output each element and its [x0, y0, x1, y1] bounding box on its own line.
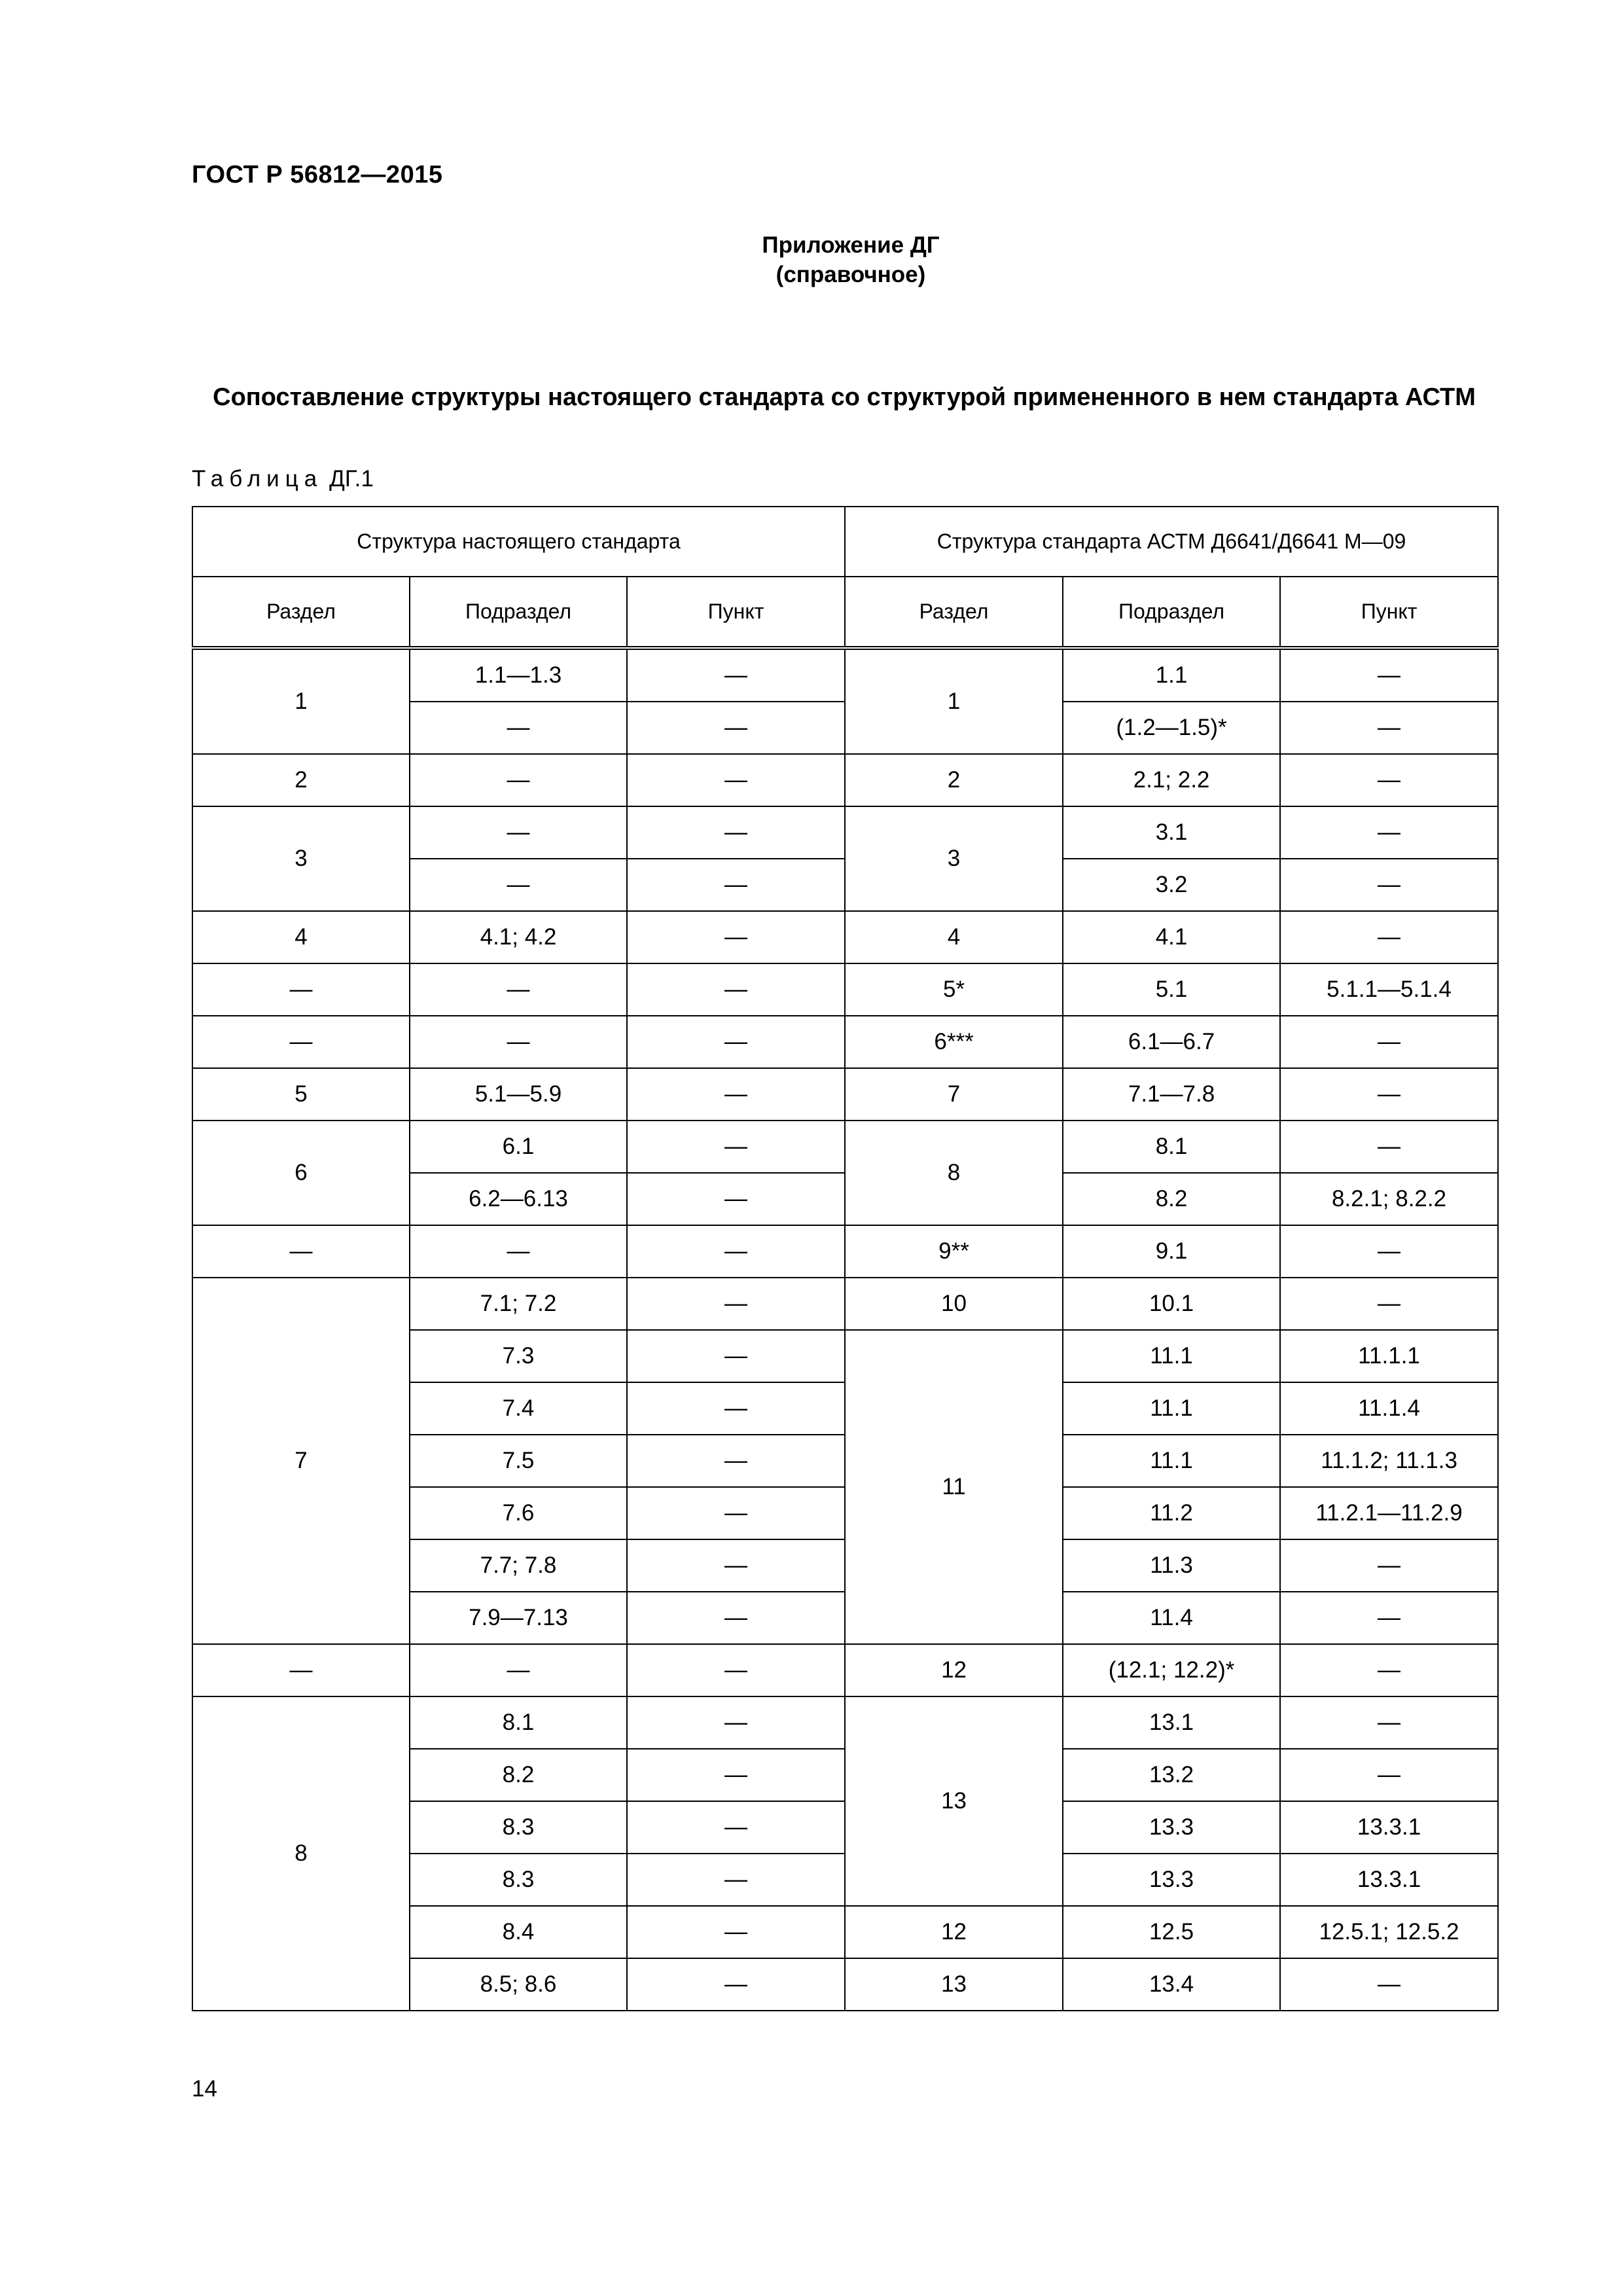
table-cell: — [627, 1487, 845, 1539]
table-cell: 5 [192, 1068, 410, 1121]
table-cell: 12.5 [1063, 1906, 1280, 1958]
table-cell: 13.3.1 [1280, 1801, 1498, 1854]
table-cell: 12.5.1; 12.5.2 [1280, 1906, 1498, 1958]
table-cell: 8.2 [410, 1749, 627, 1801]
main-title: Сопоставление структуры настоящего стандарта со структурой примененного в нем стандарта АСТМ [213, 384, 1476, 411]
table-row [192, 1278, 1498, 1330]
table-cell: 11.2.1—11.2.9 [1280, 1487, 1498, 1539]
table-cell: 7.3 [410, 1330, 627, 1382]
table-cell: — [410, 859, 627, 911]
table-row [192, 806, 1498, 859]
table-cell: 11.3 [1063, 1539, 1280, 1592]
table-cell: 8.3 [410, 1854, 627, 1906]
table-cell: 5.1.1—5.1.4 [1280, 963, 1498, 1016]
table-cell: 8.4 [410, 1906, 627, 1958]
table-cell: 8.1 [410, 1696, 627, 1749]
table-row [192, 1225, 1498, 1278]
table-cell: 8 [192, 1696, 410, 2011]
table-cell: 11.1.4 [1280, 1382, 1498, 1435]
table-cell: — [410, 1644, 627, 1696]
table-cell: 13.4 [1063, 1958, 1280, 2011]
table-cell: 13 [845, 1958, 1063, 2011]
table-cell: 7 [845, 1068, 1063, 1121]
table-cell: 11 [845, 1330, 1063, 1644]
group-header-astm: Структура стандарта АСТМ Д6641/Д6641 М—09 [845, 507, 1498, 577]
table-cell: (12.1; 12.2)* [1063, 1644, 1280, 1696]
table-cell: — [192, 963, 410, 1016]
column-header-row [192, 577, 1498, 648]
table-cell: 7 [192, 1278, 410, 1644]
table-cell: — [1280, 1068, 1498, 1121]
table-cell: 9** [845, 1225, 1063, 1278]
table-cell: 12 [845, 1644, 1063, 1696]
column-header: Раздел [192, 577, 410, 648]
table-cell: — [1280, 754, 1498, 806]
table-cell: 8.2.1; 8.2.2 [1280, 1173, 1498, 1225]
table-cell: 7.6 [410, 1487, 627, 1539]
table-cell: — [627, 1801, 845, 1854]
table-cell: 7.5 [410, 1435, 627, 1487]
table-cell: 4.1; 4.2 [410, 911, 627, 963]
table-cell: — [1280, 1121, 1498, 1173]
table-cell: 6 [192, 1121, 410, 1225]
table-cell: — [410, 1225, 627, 1278]
table-cell: 8.1 [1063, 1121, 1280, 1173]
group-header-current: Структура настоящего стандарта [192, 507, 845, 577]
table-cell: — [627, 1696, 845, 1749]
table-cell: 7.7; 7.8 [410, 1539, 627, 1592]
table-cell: — [627, 1539, 845, 1592]
appendix-subtitle: (справочное) [776, 262, 926, 287]
table-cell: — [1280, 1749, 1498, 1801]
table-cell: — [627, 1435, 845, 1487]
table-cell: — [410, 1016, 627, 1068]
table-cell: 11.1.2; 11.1.3 [1280, 1435, 1498, 1487]
table-cell: — [1280, 1016, 1498, 1068]
table-cell: — [627, 1644, 845, 1696]
table-cell: 1.1 [1063, 648, 1280, 702]
table-cell: — [627, 1592, 845, 1644]
table-cell: 4.1 [1063, 911, 1280, 963]
table-cell: 5* [845, 963, 1063, 1016]
table-cell: — [192, 1644, 410, 1696]
table-cell: 11.2 [1063, 1487, 1280, 1539]
page-number: 14 [192, 2076, 217, 2102]
table-label-number: ДГ.1 [329, 466, 374, 492]
table-cell: 12 [845, 1906, 1063, 1958]
group-header-row [192, 507, 1498, 577]
table-cell: 11.1.1 [1280, 1330, 1498, 1382]
table-cell: — [192, 1225, 410, 1278]
table-cell: 6.1 [410, 1121, 627, 1173]
table-cell: — [1280, 911, 1498, 963]
table-cell: 7.1—7.8 [1063, 1068, 1280, 1121]
table-cell: 9.1 [1063, 1225, 1280, 1278]
table-cell: 13.1 [1063, 1696, 1280, 1749]
table-cell: 13.3.1 [1280, 1854, 1498, 1906]
document-code: ГОСТ Р 56812—2015 [192, 161, 443, 188]
table-row [192, 1121, 1498, 1173]
table-cell: 7.9—7.13 [410, 1592, 627, 1644]
table-cell: — [627, 1016, 845, 1068]
table-row [192, 754, 1498, 806]
table-cell: — [1280, 1539, 1498, 1592]
table-cell: 6.1—6.7 [1063, 1016, 1280, 1068]
table-cell: 1 [845, 648, 1063, 754]
table-row [192, 963, 1498, 1016]
table-cell: — [1280, 1592, 1498, 1644]
table-row [192, 1696, 1498, 1749]
table-cell: 6.2—6.13 [410, 1173, 627, 1225]
table-cell: — [627, 1958, 845, 2011]
table-cell: 11.4 [1063, 1592, 1280, 1644]
table-cell: 8.3 [410, 1801, 627, 1854]
table-cell: 2 [192, 754, 410, 806]
table-cell: — [627, 911, 845, 963]
table-cell: 13.3 [1063, 1801, 1280, 1854]
table-label-prefix: Таблица [192, 466, 323, 492]
table-cell: — [1280, 702, 1498, 754]
table-cell: 10 [845, 1278, 1063, 1330]
table-cell: 2.1; 2.2 [1063, 754, 1280, 806]
table-cell: 8.2 [1063, 1173, 1280, 1225]
table-row [192, 1068, 1498, 1121]
column-header: Пункт [1280, 577, 1498, 648]
table-row [192, 1644, 1498, 1696]
table-cell: — [410, 963, 627, 1016]
table-cell: — [627, 1225, 845, 1278]
table-cell: 8 [845, 1121, 1063, 1225]
table-cell: — [627, 859, 845, 911]
appendix-title: Приложение ДГ [762, 232, 940, 258]
table-cell: 13.2 [1063, 1749, 1280, 1801]
table-cell: — [1280, 648, 1498, 702]
table-cell: 11.1 [1063, 1435, 1280, 1487]
table-cell: — [192, 1016, 410, 1068]
table-cell: — [1280, 859, 1498, 911]
table-cell: 4 [845, 911, 1063, 963]
table-cell: 1.1—1.3 [410, 648, 627, 702]
table-cell: — [627, 1173, 845, 1225]
table-cell: — [627, 1068, 845, 1121]
table-cell: 2 [845, 754, 1063, 806]
table-cell: 7.4 [410, 1382, 627, 1435]
table-row [192, 648, 1498, 702]
table-cell: 13.3 [1063, 1854, 1280, 1906]
table-label [192, 466, 374, 492]
table-cell: 4 [192, 911, 410, 963]
table-cell: 5.1—5.9 [410, 1068, 627, 1121]
table-cell: — [627, 1121, 845, 1173]
column-header: Раздел [845, 577, 1063, 648]
column-header: Пункт [627, 577, 845, 648]
table-cell: 11.1 [1063, 1330, 1280, 1382]
table-cell: — [627, 1906, 845, 1958]
table-cell: — [627, 754, 845, 806]
table-cell: 3.1 [1063, 806, 1280, 859]
table-cell: — [410, 754, 627, 806]
table-cell: — [1280, 1644, 1498, 1696]
comparison-table [192, 506, 1499, 2011]
table-cell: — [627, 963, 845, 1016]
table-cell: 3 [845, 806, 1063, 911]
table-cell: — [627, 806, 845, 859]
table-cell: — [627, 1854, 845, 1906]
table-cell: — [1280, 1696, 1498, 1749]
table-cell: 6*** [845, 1016, 1063, 1068]
table-cell: — [410, 702, 627, 754]
table-cell: 1 [192, 648, 410, 754]
table-cell: 8.5; 8.6 [410, 1958, 627, 2011]
table-cell: — [1280, 806, 1498, 859]
column-header: Подраздел [1063, 577, 1280, 648]
table-cell: — [1280, 1278, 1498, 1330]
table-cell: 3 [192, 806, 410, 911]
table-cell: 13 [845, 1696, 1063, 1906]
table-cell: — [627, 1330, 845, 1382]
table-cell: — [627, 702, 845, 754]
table-cell: 11.1 [1063, 1382, 1280, 1435]
table-row [192, 911, 1498, 963]
table-cell: 5.1 [1063, 963, 1280, 1016]
column-header: Подраздел [410, 577, 627, 648]
table-cell: — [627, 1278, 845, 1330]
table-cell: 10.1 [1063, 1278, 1280, 1330]
table-cell: — [1280, 1225, 1498, 1278]
table-cell: 7.1; 7.2 [410, 1278, 627, 1330]
table-cell: — [627, 1749, 845, 1801]
table-cell: 3.2 [1063, 859, 1280, 911]
table-cell: — [627, 648, 845, 702]
table-cell: — [410, 806, 627, 859]
table-cell: — [1280, 1958, 1498, 2011]
table-row [192, 1016, 1498, 1068]
table-cell: — [627, 1382, 845, 1435]
table-cell: (1.2—1.5)* [1063, 702, 1280, 754]
